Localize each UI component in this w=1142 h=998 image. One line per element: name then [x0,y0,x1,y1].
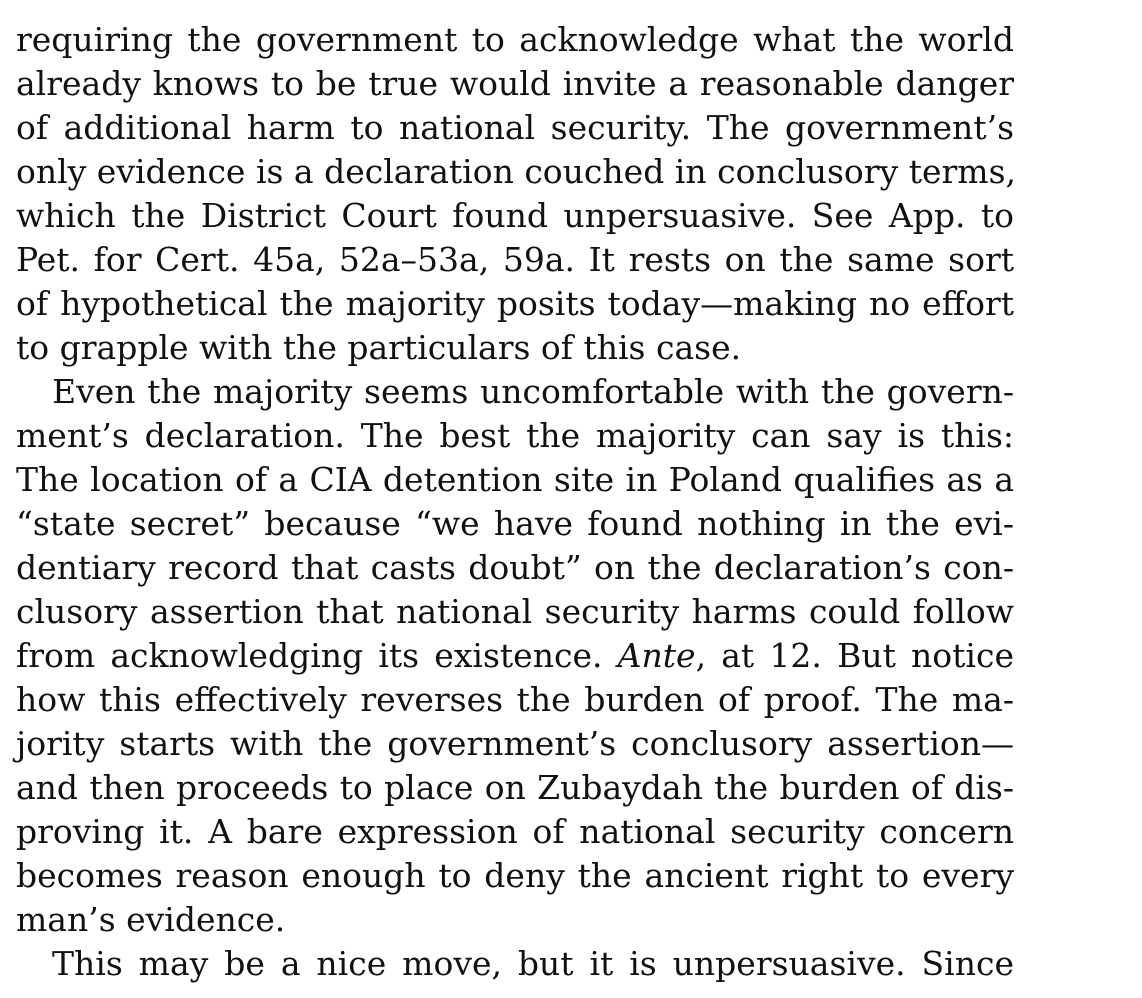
text-segment: of hypothetical the majority posits today—making no effort [16,284,1014,323]
text-line [16,766,1014,810]
italic-citation: Ante [617,636,696,675]
text-segment: how this effectively reverses the burden of proof. The ma- [16,680,1014,719]
text-segment: The location of a CIA detention site in Poland qualifies as a [16,460,1014,499]
text-line [16,898,1014,942]
paragraph [16,942,1014,986]
text-line [16,546,1014,590]
text-line [16,678,1014,722]
text-segment: Pet. for Cert. 45a, 52a–53a, 59a. It rests on the same sort [16,240,1014,279]
text-segment: This may be a nice move, but it is unpersuasive. Since [52,944,1014,983]
text-line [16,238,1014,282]
text-segment: from acknowledging its existence. [16,636,618,675]
text-segment: clusory assertion that national security harms could follow [16,592,1014,631]
text-segment: becomes reason enough to deny the ancient right to every [16,856,1014,895]
paragraph [16,370,1014,942]
text-line [16,458,1014,502]
text-line [16,722,1014,766]
text-line [16,590,1014,634]
text-line [16,810,1014,854]
text-line [16,62,1014,106]
text-segment: Even the majority seems uncomfortable with the govern- [52,372,1014,411]
text-line [16,854,1014,898]
text-line [16,414,1014,458]
text-segment: requiring the government to acknowledge what the world [16,20,1014,59]
text-segment: and then proceeds to place on Zubaydah the burden of dis- [16,768,1014,807]
text-line [16,150,1014,194]
text-segment: jority starts with the government’s conclusory assertion— [16,724,1014,763]
text-segment: man’s evidence. [16,900,286,939]
text-segment: to grapple with the particulars of this case. [16,328,742,367]
text-segment: which the District Court found unpersuasive. See App. to [16,196,1014,235]
text-line [16,502,1014,546]
text-segment: , at 12. But notice [695,636,1014,675]
text-line [16,282,1014,326]
text-segment: ment’s declaration. The best the majority can say is this: [16,416,1014,455]
text-line [16,326,1014,370]
text-segment: “state secret” because “we have found nothing in the evi- [16,504,1014,543]
text-line [16,942,1014,986]
text-segment: already knows to be true would invite a reasonable danger [16,64,1014,103]
text-segment: only evidence is a declaration couched in conclusory terms, [16,152,1016,191]
document-page [16,18,1014,986]
paragraph [16,18,1014,370]
text-line [16,370,1014,414]
text-line [16,18,1014,62]
text-segment: dentiary record that casts doubt” on the declaration’s con- [16,548,1014,587]
text-line [16,194,1014,238]
text-segment: of additional harm to national security. The government’s [16,108,1014,147]
text-line [16,106,1014,150]
text-line [16,634,1014,678]
text-segment: proving it. A bare expression of national security concern [16,812,1014,851]
